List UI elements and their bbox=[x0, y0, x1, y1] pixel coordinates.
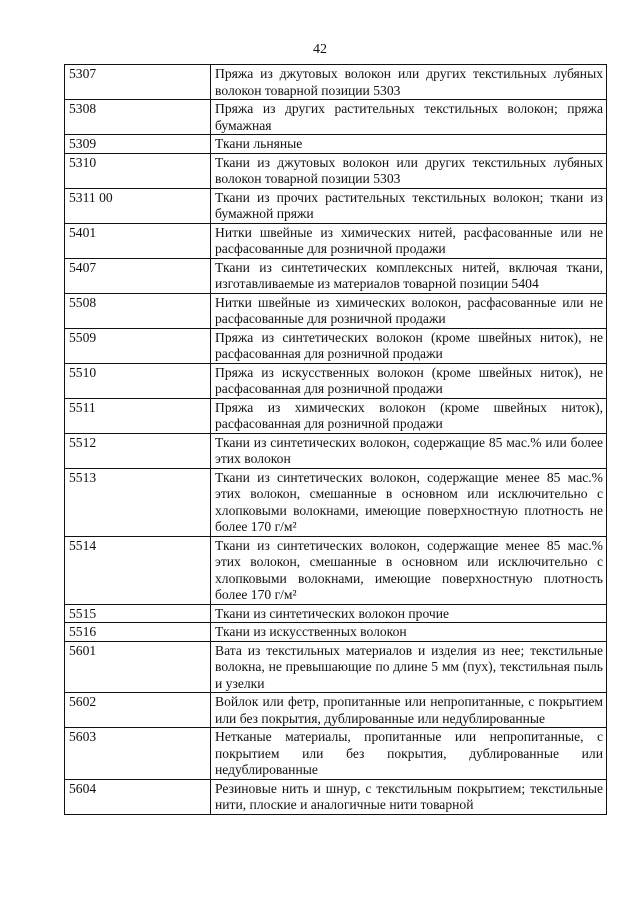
page-number: 42 bbox=[313, 42, 327, 57]
table-row bbox=[65, 328, 607, 363]
code-cell: 5601 bbox=[65, 641, 211, 693]
description-cell: Ткани из синтетических волокон прочие bbox=[211, 604, 607, 623]
description-cell: Пряжа из искусственных волокон (кроме швейных ниток), не расфасованная для розничной продажи bbox=[211, 363, 607, 398]
table-row bbox=[65, 398, 607, 433]
code-cell: 5511 bbox=[65, 398, 211, 433]
table-row bbox=[65, 779, 607, 814]
code-cell: 5407 bbox=[65, 258, 211, 293]
tn-ved-code-table bbox=[64, 64, 607, 815]
description-cell: Резиновые нить и шнур, с текстильным покрытием; текстильные нити, плоские и аналогичные нити товарной bbox=[211, 779, 607, 814]
table-row bbox=[65, 623, 607, 642]
table-row bbox=[65, 641, 607, 693]
description-cell: Нитки швейные из химических волокон, расфасованные или не расфасованные для розничной продажи bbox=[211, 293, 607, 328]
code-cell: 5603 bbox=[65, 728, 211, 780]
description-cell: Ткани из искусственных волокон bbox=[211, 623, 607, 642]
description-cell: Ткани из синтетических волокон, содержащие 85 мас.% или более этих волокон bbox=[211, 433, 607, 468]
code-cell: 5401 bbox=[65, 223, 211, 258]
code-cell: 5307 bbox=[65, 65, 211, 100]
code-cell: 5516 bbox=[65, 623, 211, 642]
code-cell: 5308 bbox=[65, 100, 211, 135]
description-cell: Нетканые материалы, пропитанные или непропитанные, с покрытием или без покрытия, дублированные или недублированные bbox=[211, 728, 607, 780]
description-cell: Ткани из прочих растительных текстильных волокон; ткани из бумажной пряжи bbox=[211, 188, 607, 223]
description-cell: Войлок или фетр, пропитанные или непропитанные, с покрытием или без покрытия, дублированные или недублированные bbox=[211, 693, 607, 728]
table-row bbox=[65, 135, 607, 154]
code-cell: 5514 bbox=[65, 536, 211, 604]
description-cell: Пряжа из джутовых волокон или других текстильных лубяных волокон товарной позиции 5303 bbox=[211, 65, 607, 100]
table-row bbox=[65, 604, 607, 623]
description-cell: Ткани из синтетических волокон, содержащие менее 85 мас.% этих волокон, смешанные в основном или исключительно с хлопковыми волокнами, имеющие поверхностную плотность более 170 г/м² bbox=[211, 536, 607, 604]
code-cell: 5512 bbox=[65, 433, 211, 468]
code-cell: 5309 bbox=[65, 135, 211, 154]
code-cell: 5515 bbox=[65, 604, 211, 623]
table-row bbox=[65, 188, 607, 223]
code-cell: 5509 bbox=[65, 328, 211, 363]
description-cell: Вата из текстильных материалов и изделия из нее; текстильные волокна, не превышающие по длине 5 мм (пух), текстильная пыль и узелки bbox=[211, 641, 607, 693]
table-row bbox=[65, 258, 607, 293]
code-cell: 5513 bbox=[65, 468, 211, 536]
description-cell: Ткани из синтетических волокон, содержащие менее 85 мас.% этих волокон, смешанные в основном или исключительно с хлопковыми волокнами, имеющие поверхностную плотность не более 170 г/м² bbox=[211, 468, 607, 536]
table-row bbox=[65, 468, 607, 536]
code-cell: 5310 bbox=[65, 153, 211, 188]
code-cell: 5508 bbox=[65, 293, 211, 328]
description-cell: Пряжа из химических волокон (кроме швейных ниток), расфасованная для розничной продажи bbox=[211, 398, 607, 433]
description-cell: Нитки швейные из химических нитей, расфасованные или не расфасованные для розничной продажи bbox=[211, 223, 607, 258]
table-row bbox=[65, 65, 607, 100]
table-row bbox=[65, 223, 607, 258]
table-row bbox=[65, 728, 607, 780]
description-cell: Ткани из джутовых волокон или других текстильных лубяных волокон товарной позиции 5303 bbox=[211, 153, 607, 188]
table-row bbox=[65, 693, 607, 728]
table-row bbox=[65, 363, 607, 398]
table-row bbox=[65, 293, 607, 328]
table-row bbox=[65, 433, 607, 468]
table-row bbox=[65, 536, 607, 604]
code-cell: 5510 bbox=[65, 363, 211, 398]
description-cell: Ткани из синтетических комплексных нитей, включая ткани, изготавливаемые из материалов товарной позиции 5404 bbox=[211, 258, 607, 293]
description-cell: Пряжа из других растительных текстильных волокон; пряжа бумажная bbox=[211, 100, 607, 135]
code-cell: 5602 bbox=[65, 693, 211, 728]
description-cell: Ткани льняные bbox=[211, 135, 607, 154]
code-cell: 5604 bbox=[65, 779, 211, 814]
table-row bbox=[65, 100, 607, 135]
table-row bbox=[65, 153, 607, 188]
description-cell: Пряжа из синтетических волокон (кроме швейных ниток), не расфасованная для розничной продажи bbox=[211, 328, 607, 363]
code-cell: 5311 00 bbox=[65, 188, 211, 223]
